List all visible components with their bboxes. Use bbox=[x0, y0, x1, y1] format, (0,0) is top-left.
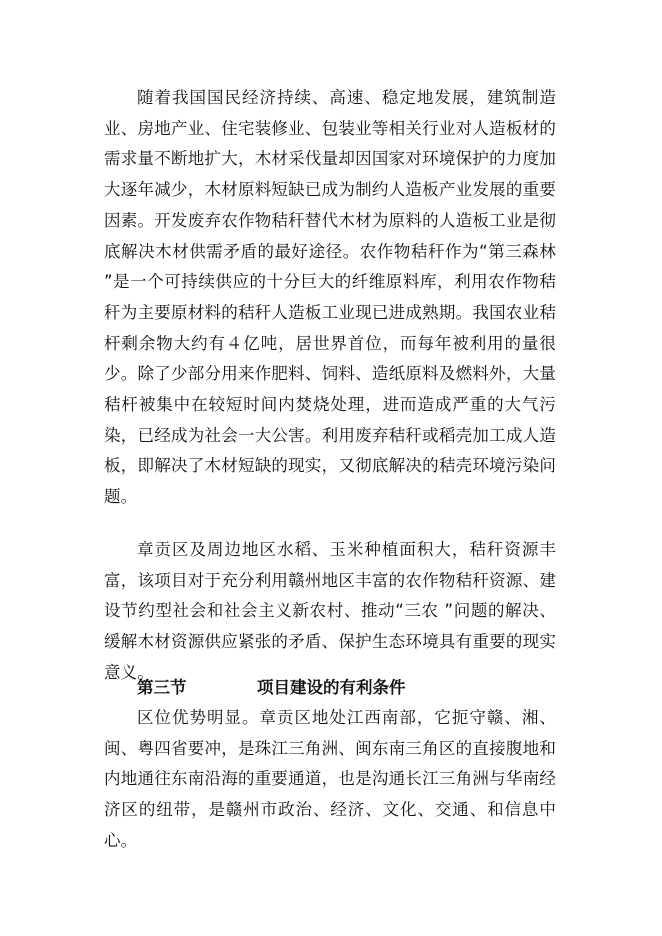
body-paragraph-location-advantage: 区位优势明显。章贡区地处江西南部，它扼守赣、湘、闽、粤四省要冲，是珠江三角洲、闽东南三角区的直接腹地和内地通往东南沿海的重要通道，也是沟通长江三角洲与华南经济区的纽带，是赣州市政治、经济、文化、交通、和信息中心。 bbox=[104, 708, 556, 850]
body-paragraph-market-demand: 随着我国国民经济持续、高速、稳定地发展，建筑制造业、房地产业、住宅装修业、包装业等相关行业对人造板材的需求量不断地扩大，木材采伐量却因国家对环境保护的力度加大逐年减少，木材原料短缺已成为制约人造板产业发展的重要因素。开发废弃农作物秸秆替代木材为原料的人造板工业是彻底解决木材供需矛盾的最好途径。农作物秸秆作为“第三森林 ”是一个可持续供应的十分巨大的纤维原料库，利用农作物秸秆为主要原材料的秸秆人造板工业现已进成熟期。我国农业秸杆剩余物大约有４亿吨，居世界首位，而每年被利用的量很少。除了少部分用来作肥料、饲料、造纸原料及燃料外，大量秸杆被集中在较短时间内焚烧处理，进而造成严重的大气污染，已经成为社会一大公害。利用废弃秸秆或稻壳加工成人造板，即解决了木材短缺的现实，又彻底解决的秸壳环境污染问题。 bbox=[104, 88, 556, 507]
section-number: 第三节 bbox=[137, 678, 187, 697]
section-title: 项目建设的有利条件 bbox=[257, 678, 406, 697]
section-heading bbox=[137, 676, 406, 700]
body-paragraph-local-resources: 章贡区及周边地区水稻、玉米种植面积大，秸秆资源丰富，该项目对于充分利用赣州地区丰富的农作物秸秆资源、建设节约型社会和社会主义新农村、推动“三农 ”问题的解决、缓解木材资源供应紧张的矛盾、保护生态环境具有重要的现实意义。 bbox=[104, 540, 556, 682]
